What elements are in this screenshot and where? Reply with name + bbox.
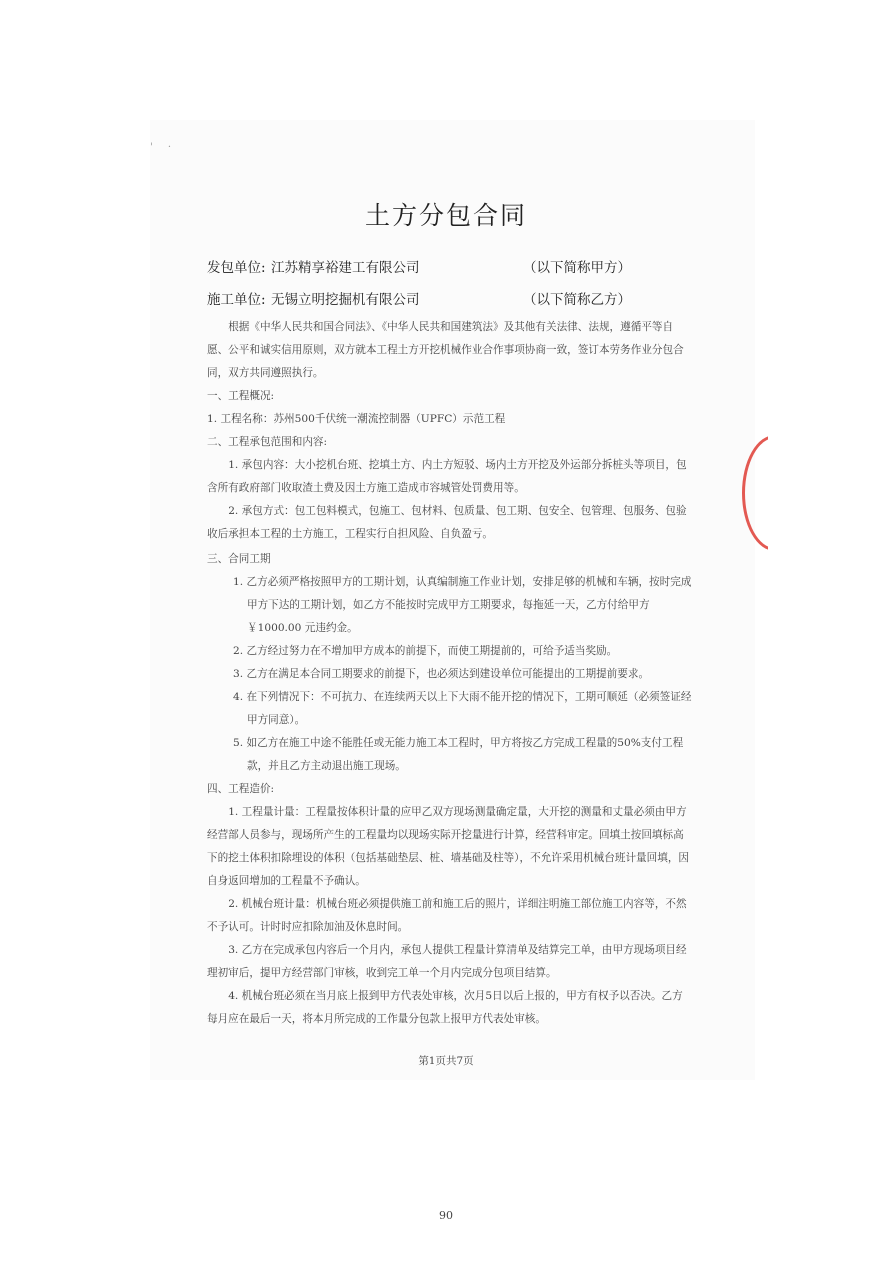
section-heading: 二、工程承包范围和内容: (207, 436, 328, 448)
clause: 4. 在下列情况下：不可抗力、在连续两天以上下大雨不能开挖的情况下，工期可顺延（必须签证经甲方同意）。 (233, 691, 692, 726)
party-alias: （以下简称乙方） (523, 292, 631, 308)
scan-edge-mark: ' · (150, 142, 178, 153)
clause: 1. 乙方必须严格按照甲方的工期计划，认真编制施工作业计划，安排足够的机械和车辆，按时完成甲方下达的工期计划，如乙方不能按时完成甲方工期要求，每拖延一天，乙方付给甲方￥1000.00 元违约金。 (233, 576, 692, 634)
party-label: 施工单位: (207, 292, 266, 308)
clause: 3. 乙方在满足本合同工期要求的前提下，也必须达到建设单位可能提出的工期提前要求。 (233, 668, 650, 680)
red-seal-partial (742, 435, 808, 551)
party-name: 江苏精享裕建工有限公司 (271, 260, 420, 276)
party-subcontractor (207, 288, 631, 308)
party-label: 发包单位: (207, 260, 266, 276)
clause: 2. 机械台班计量：机械台班必须提供施工前和施工后的照片，详细注明施工部位施工内容等，不然不予认可。计时时应扣除加油及休息时间。 (207, 898, 687, 933)
sheet-footer: 第1页共7页 (418, 1055, 474, 1067)
page-number: 90 (439, 1209, 453, 1222)
clause: 5. 如乙方在施工中途不能胜任或无能力施工本工程时，甲方将按乙方完成工程量的50%支付工程款，并且乙方主动退出施工现场。 (233, 737, 684, 772)
party-name: 无锡立明挖掘机有限公司 (271, 292, 420, 308)
section-heading: 四、工程造价: (207, 783, 275, 795)
clause: 1. 工程名称：苏州500千伏统一潮流控制器（UPFC）示范工程 (207, 413, 506, 425)
contract-body (207, 316, 693, 1031)
clause: 1. 工程量计量：工程量按体积计量的应甲乙双方现场测量确定量，大开挖的测量和丈量必须由甲方经营部人员参与，现场所产生的工程量均以现场实际开挖量进行计算，经营科审定。回填土按回填标高下的挖土体积扣除埋设的体积（包括基础垫层、桩、墙基础及柱等），不允许采用机械台班计量回填，因自身返回增加的工程量不予确认。 (207, 806, 690, 887)
clause: 2. 承包方式：包工包料模式，包施工、包材料、包质量、包工期、包安全、包管理、包服务、包验收后承担本工程的土方施工，工程实行自担风险、自负盈亏。 (207, 505, 687, 540)
clause: 2. 乙方经过努力在不增加甲方成本的前提下，而使工期提前的，可给予适当奖励。 (233, 645, 618, 657)
contract-title: 土方分包合同 (364, 201, 527, 230)
party-alias: （以下简称甲方） (523, 260, 631, 276)
clause: 1. 承包内容：大小挖机台班、挖填土方、内土方短驳、场内土方开挖及外运部分拆桩头等项目，包含所有政府部门收取渣土费及因土方施工造成市容城管处罚费用等。 (207, 459, 687, 494)
section-heading: 一、工程概况: (207, 390, 275, 402)
clause: 3. 乙方在完成承包内容后一个月内，承包人提供工程量计算清单及结算完工单，由甲方现场项目经理初审后，提甲方经营部门审核，收到完工单一个月内完成分包项目结算。 (207, 944, 687, 979)
clause: 4. 机械台班必须在当月底上报到甲方代表处审核，次月5日以后上报的，甲方有权予以否决。乙方每月应在最后一天，将本月所完成的工作量分包款上报甲方代表处审核。 (207, 990, 683, 1025)
preamble: 根据《中华人民共和国合同法》、《中华人民共和国建筑法》及其他有关法律、法规，遵循平等自愿、公平和诚实信用原则，双方就本工程土方开挖机械作业合作事项协商一致，签订本劳务作业分包合同，双方共同遵照执行。 (207, 321, 684, 379)
section-heading: 三、合同工期 (207, 553, 271, 565)
party-contractor (207, 256, 631, 276)
